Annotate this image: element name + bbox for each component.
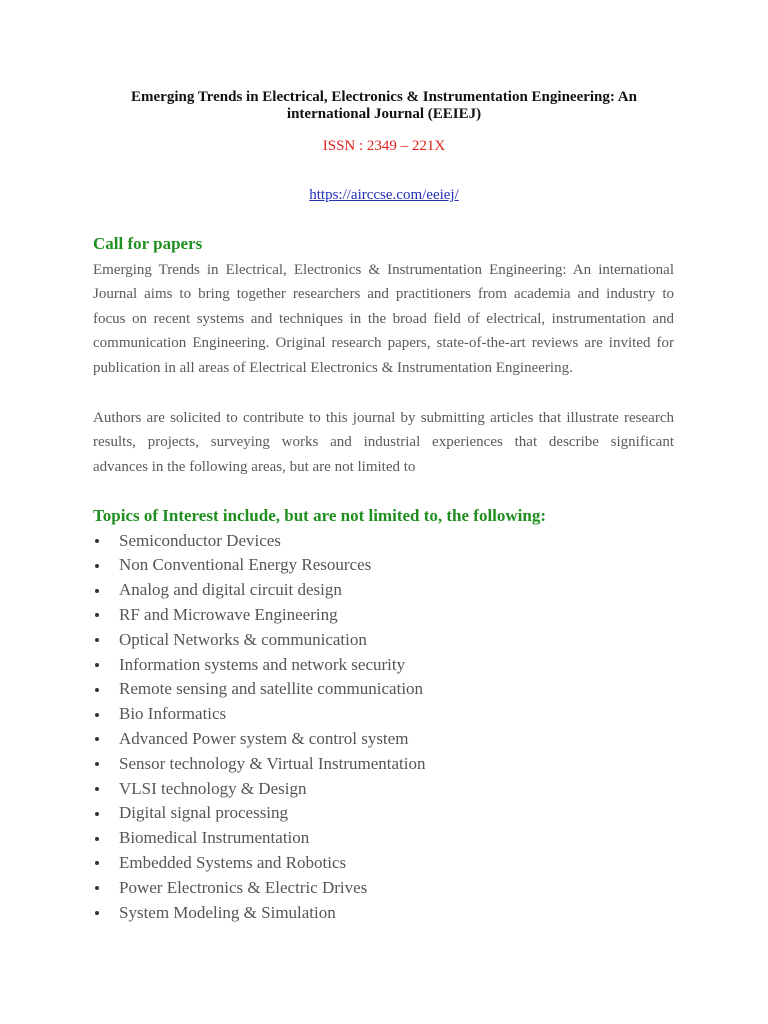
topic-label: Semiconductor Devices: [119, 530, 281, 550]
bullet-icon: [95, 688, 99, 692]
issn-number: ISSN : 2349 – 221X: [322, 138, 446, 154]
paragraph-line: Authors are solicited to contribute to this journal by submitting articles that illustrate research: [93, 409, 674, 426]
journal-title-line: Emerging Trends in Electrical, Electronics & Instrumentation Engineering: An: [131, 88, 637, 105]
topic-item: [93, 901, 713, 926]
topics-list: [93, 529, 713, 926]
bullet-icon: [95, 762, 99, 766]
topic-label: Information systems and network security: [119, 654, 406, 674]
paragraph-line: Journal aims to bring together researchers and practitioners from academia and industry to: [93, 286, 674, 303]
bullet-icon: [95, 737, 99, 741]
journal-title-line: international Journal (EEIEJ): [286, 105, 482, 122]
topics-heading: Topics of Interest include, but are not limited to, the following:: [93, 506, 547, 525]
topic-label: Biomedical Instrumentation: [119, 828, 310, 848]
topic-label: RF and Microwave Engineering: [119, 604, 338, 624]
topic-label: Power Electronics & Electric Drives: [119, 877, 368, 897]
paragraph-line: results, projects, surveying works and industrial experiences that describe significant: [93, 434, 674, 451]
intro-paragraph: [93, 258, 674, 381]
topic-item: [93, 752, 713, 777]
topic-item: [93, 603, 713, 628]
topic-label: VLSI technology & Design: [119, 778, 307, 798]
topic-item: [93, 826, 713, 851]
topic-item: [93, 727, 713, 752]
topic-item: [93, 801, 713, 826]
topic-label: Remote sensing and satellite communication: [119, 679, 424, 699]
topic-item: [93, 876, 713, 901]
bullet-icon: [95, 837, 99, 841]
paragraph-line: publication in all areas of Electrical Electronics & Instrumentation Engineering.: [93, 359, 573, 376]
bullet-icon: [95, 911, 99, 915]
topic-label: Bio Informatics: [119, 704, 227, 724]
topic-label: Sensor technology & Virtual Instrumentation: [119, 753, 426, 773]
topic-label: Advanced Power system & control system: [119, 728, 409, 748]
topic-item: [93, 553, 713, 578]
bullet-icon: [95, 613, 99, 617]
bullet-icon: [95, 589, 99, 593]
topic-item: [93, 529, 713, 554]
call-for-papers-heading: Call for papers: [93, 234, 203, 253]
paragraph-line: Emerging Trends in Electrical, Electronics & Instrumentation Engineering: An international: [93, 261, 674, 278]
topic-label: Digital signal processing: [119, 803, 289, 823]
journal-url-container: [0, 186, 768, 204]
journal-url-link[interactable]: https://airccse.com/eeiej/: [309, 187, 459, 203]
topic-label: Non Conventional Energy Resources: [119, 555, 372, 575]
bullet-icon: [95, 663, 99, 667]
topic-item: [93, 677, 713, 702]
topic-label: Analog and digital circuit design: [119, 580, 342, 600]
bullet-icon: [95, 812, 99, 816]
paragraph-line: communication Engineering. Original research papers, state-of-the-art reviews are invited for: [93, 335, 674, 352]
bullet-icon: [95, 886, 99, 890]
bullet-icon: [95, 564, 99, 568]
bullet-icon: [95, 539, 99, 543]
topic-label: Embedded Systems and Robotics: [119, 852, 347, 872]
topic-label: Optical Networks & communication: [119, 629, 367, 649]
topic-label: System Modeling & Simulation: [119, 902, 336, 922]
topic-item: [93, 777, 713, 802]
bullet-icon: [95, 638, 99, 642]
bullet-icon: [95, 787, 99, 791]
topic-item: [93, 851, 713, 876]
journal-title: [0, 89, 768, 123]
topic-item: [93, 702, 713, 727]
topic-item: [93, 628, 713, 653]
paragraph-line: focus on recent systems and techniques in the broad field of electrical, instrumentation and: [93, 310, 674, 327]
paragraph-line: advances in the following areas, but are not limited to: [93, 458, 416, 475]
topic-item: [93, 578, 713, 603]
authors-paragraph: [93, 406, 674, 480]
topic-item: [93, 653, 713, 678]
bullet-icon: [95, 713, 99, 717]
bullet-icon: [95, 861, 99, 865]
